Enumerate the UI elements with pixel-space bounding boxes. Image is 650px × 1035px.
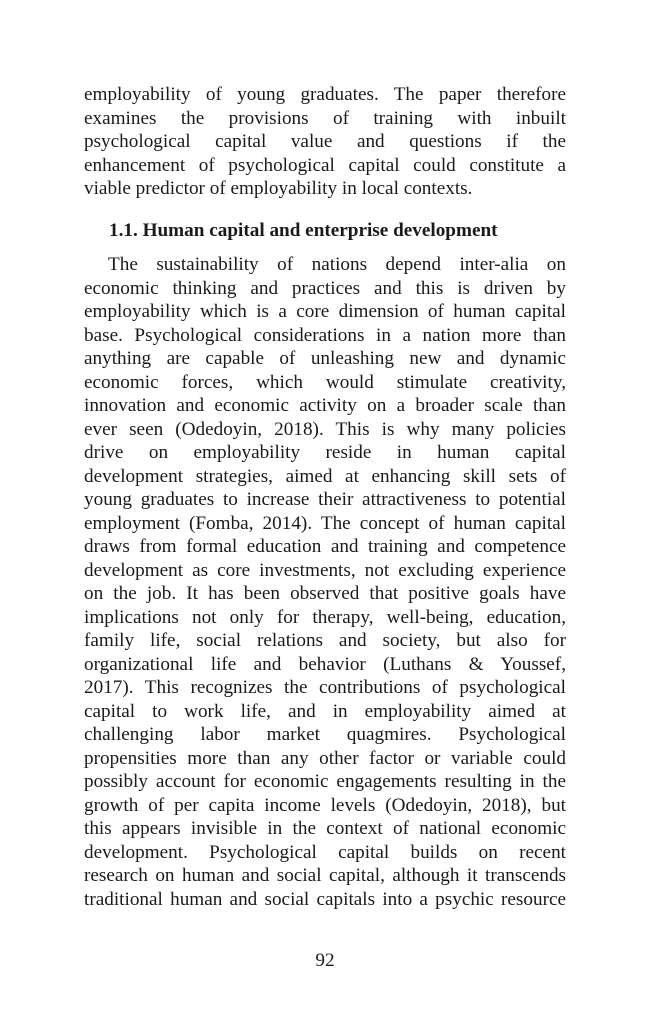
paragraph-line: innovation and economic activity on a broader scale than	[84, 395, 566, 416]
paragraph-line: economic forces, which would stimulate creativity,	[84, 371, 566, 393]
paragraph-line: propensities more than any other factor or variable could	[84, 747, 566, 769]
section-heading: 1.1. Human capital and enterprise development	[109, 220, 498, 241]
intro-paragraph	[84, 83, 566, 201]
paragraph-line: base. Psychological considerations in a nation more than	[84, 324, 566, 346]
paragraph-line: organizational life and behavior (Luthans & Youssef,	[84, 653, 566, 675]
paragraph-line: employability which is a core dimension of human capital	[84, 301, 566, 322]
paragraph-line: possibly account for economic engagements resulting in the	[84, 771, 566, 792]
paragraph-line: employment (Fomba, 2014). The concept of human capital	[84, 512, 566, 534]
paragraph-line: anything are capable of unleashing new and dynamic	[84, 348, 566, 369]
paragraph-line: family life, social relations and society, but also for	[84, 630, 566, 651]
paragraph-line: young graduates to increase their attractiveness to potential	[84, 489, 566, 510]
paragraph-line: on the job. It has been observed that positive goals have	[84, 583, 566, 604]
paragraph-line: development strategies, aimed at enhancing skill sets of	[84, 465, 566, 487]
paragraph-line: this appears invisible in the context of national economic	[84, 818, 566, 839]
paragraph-line: The sustainability of nations depend inter-alia on	[108, 254, 566, 275]
body-paragraph	[84, 253, 566, 911]
paragraph-line: psychological capital value and questions if the	[84, 131, 566, 152]
paragraph-line: traditional human and social capitals into a psychic resource	[84, 888, 566, 910]
page-number: 92	[315, 950, 335, 971]
paragraph-line: research on human and social capital, although it transcends	[84, 865, 566, 886]
paragraph-line: development. Psychological capital builds on recent	[84, 841, 566, 863]
paragraph-line: viable predictor of employability in local contexts.	[84, 178, 473, 199]
paragraph-line: drive on employability reside in human capital	[84, 442, 566, 463]
paragraph-line: growth of per capita income levels (Odedoyin, 2018), but	[84, 794, 566, 816]
paragraph-line: capital to work life, and in employability aimed at	[84, 700, 566, 722]
paragraph-line: implications not only for therapy, well-being, education,	[84, 606, 566, 628]
paragraph-line: challenging labor market quagmires. Psychological	[84, 724, 566, 745]
paragraph-line: employability of young graduates. The paper therefore	[84, 84, 566, 105]
paragraph-line: enhancement of psychological capital could constitute a	[84, 154, 566, 176]
paragraph-line: examines the provisions of training with inbuilt	[84, 107, 566, 129]
paragraph-line: development as core investments, not excluding experience	[84, 559, 566, 581]
paragraph-line: draws from formal education and training and competence	[84, 536, 566, 557]
paragraph-line: economic thinking and practices and this is driven by	[84, 277, 566, 299]
paragraph-line: ever seen (Odedoyin, 2018). This is why many policies	[84, 418, 566, 440]
paragraph-line: 2017). This recognizes the contributions of psychological	[84, 677, 566, 698]
